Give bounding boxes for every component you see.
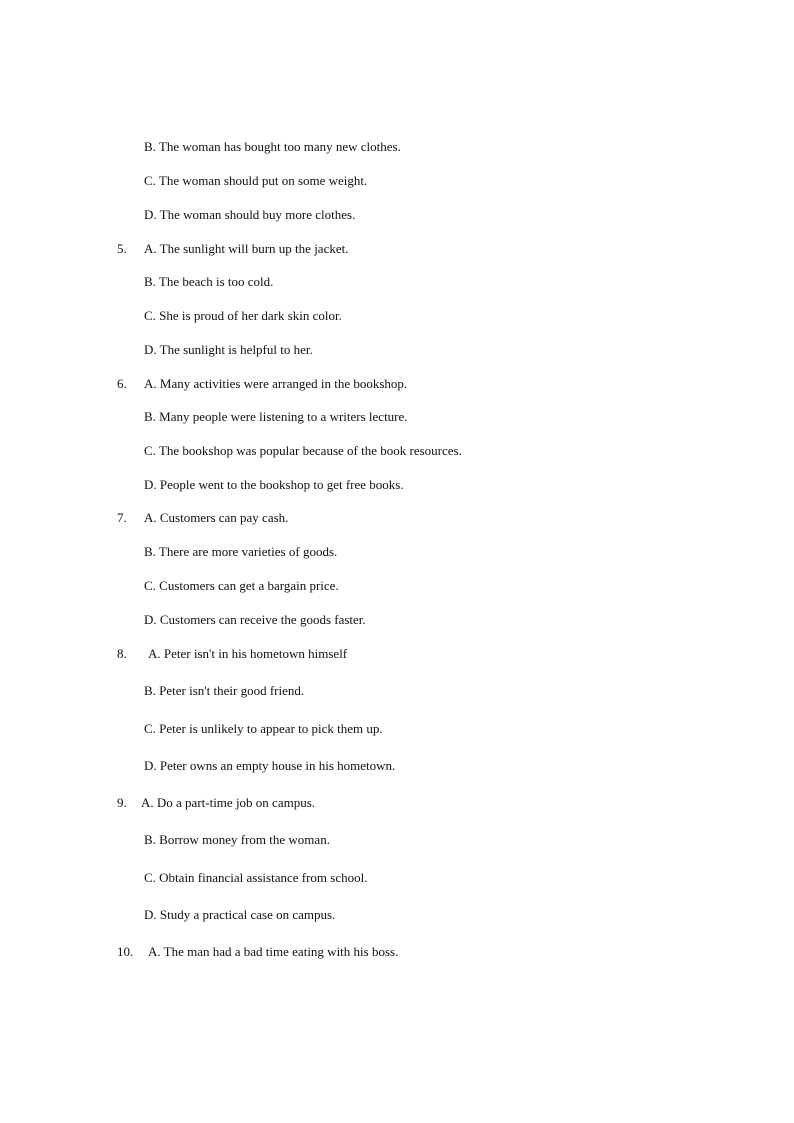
option-line: C. Obtain financial assistance from school. (144, 870, 368, 885)
option-line: C. Customers can get a bargain price. (144, 578, 339, 593)
option-line: D. The sunlight is helpful to her. (144, 342, 313, 357)
option-line: B. Peter isn't their good friend. (144, 683, 305, 698)
option-line: B. Many people were listening to a writers lecture. (144, 409, 408, 424)
option-line: B. Borrow money from the woman. (144, 832, 330, 847)
option-line: A. Many activities were arranged in the bookshop. (144, 376, 408, 391)
option-line: A. The sunlight will burn up the jacket. (144, 241, 349, 256)
question-number: 5. (117, 241, 127, 256)
question-number: 9. (117, 795, 127, 810)
option-line: D. The woman should buy more clothes. (144, 207, 356, 222)
option-line: D. Study a practical case on campus. (144, 907, 336, 922)
option-line: C. The bookshop was popular because of the book resources. (144, 443, 462, 458)
option-line: D. Peter owns an empty house in his hometown. (144, 758, 396, 773)
option-line: C. The woman should put on some weight. (144, 173, 368, 188)
option-line: A. Do a part-time job on campus. (141, 795, 316, 810)
option-line: D. Customers can receive the goods faster. (144, 612, 366, 627)
option-line: C. She is proud of her dark skin color. (144, 308, 342, 323)
option-line: B. The woman has bought too many new clothes. (144, 139, 401, 154)
option-line: C. Peter is unlikely to appear to pick them up. (144, 721, 383, 736)
question-number: 10. (117, 944, 134, 959)
option-line: B. There are more varieties of goods. (144, 544, 338, 559)
option-line: B. The beach is too cold. (144, 274, 274, 289)
option-line: A. Customers can pay cash. (144, 510, 289, 525)
option-line: D. People went to the bookshop to get free books. (144, 477, 404, 492)
question-number: 8. (117, 646, 127, 661)
question-number: 7. (117, 510, 127, 525)
question-number: 6. (117, 376, 127, 391)
option-line: A. Peter isn't in his hometown himself (148, 646, 348, 661)
option-line: A. The man had a bad time eating with his boss. (148, 944, 399, 959)
